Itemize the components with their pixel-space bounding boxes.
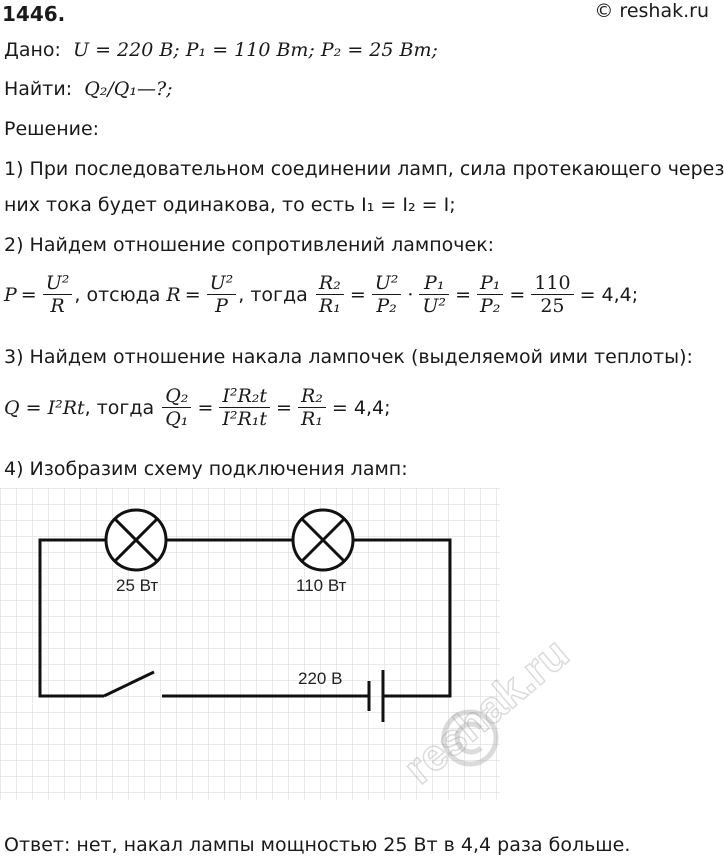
fraction-u2-r: $\frac{\text{U²}}{R}$ <box>43 272 73 317</box>
solution-label: Решение: <box>4 118 100 140</box>
lamp-110w-icon <box>293 510 353 570</box>
formula-eq5: = <box>509 283 526 306</box>
formula-q: Q = I²Rt <box>4 396 85 419</box>
formula3-togda: , тогда <box>84 396 155 419</box>
find-line <box>4 77 173 101</box>
fraction-u2-p: $\frac{\text{U²}}{P}$ <box>207 272 237 317</box>
given-values: U = 220 В; P₁ = 110 Вт; P₂ = 25 Вт; <box>73 39 438 61</box>
fraction-r2-r1: $\frac{\text{R₂}}{\text{R₁}}$ <box>316 272 344 317</box>
formula3-eq: = <box>197 396 214 419</box>
formula-eq4: = <box>455 283 471 306</box>
formula-otsyuda: , отсюда <box>74 283 161 306</box>
formula-result: = 4,4; <box>579 283 639 306</box>
step-1a: 1) При последовательном соединении ламп, сила протекающего через <box>4 158 724 180</box>
step-2: 2) Найдем отношение сопротивлений лампочек: <box>4 234 495 256</box>
step-4: 4) Изобразим схему подключения ламп: <box>4 458 408 480</box>
answer-line: Ответ: нет, накал лампы мощностью 25 Вт в 4,4 раза больше. <box>4 834 631 856</box>
given-label: Дано: <box>4 39 61 61</box>
formula-p: P <box>4 283 17 306</box>
fraction-q2-q1: $\frac{\text{Q₂}}{\text{Q₁}}$ <box>162 385 191 430</box>
site-credit: © reshak.ru <box>594 0 709 22</box>
fraction-110-25: $\frac{110}{25}$ <box>531 272 573 317</box>
problem-number: 1446. <box>2 2 66 26</box>
lamp-25w-icon <box>106 510 166 570</box>
step-3: 3) Найдем отношение накала лампочек (выделяемой ими теплоты): <box>4 346 693 368</box>
fraction3-r2-r1: $\frac{\text{R₂}}{\text{R₁}}$ <box>298 385 326 430</box>
find-label: Найти: <box>4 78 73 100</box>
battery-label: 220 В <box>298 669 343 688</box>
fraction-p1-u2: $\frac{\text{P₁}}{\text{U²}}$ <box>419 272 449 317</box>
formula-resistance <box>4 272 638 317</box>
formula-r: R <box>166 283 181 306</box>
circuit-diagram <box>0 488 579 800</box>
fraction-i2r2t: $\frac{\text{I²R₂t}}{\text{I²R₁t}}$ <box>219 385 270 430</box>
fraction-u2-p2: $\frac{\text{U²}}{\text{P₂}}$ <box>372 272 402 317</box>
watermark-text: reshak.ru <box>394 628 579 794</box>
lamp2-label: 110 Вт <box>296 576 347 595</box>
given-line <box>4 38 438 62</box>
formula3-result: = 4,4; <box>331 396 391 419</box>
formula-heat <box>4 385 390 430</box>
formula-dot: · <box>407 283 414 306</box>
formula-eq2: = <box>184 283 201 306</box>
lamp1-label: 25 Вт <box>116 576 159 595</box>
formula3-eq2: = <box>276 396 292 419</box>
find-values: Q₂/Q₁—?; <box>84 78 173 100</box>
formula-eq3: = <box>349 283 366 306</box>
formula-eq: = <box>20 283 37 306</box>
step-1b: них тока будет одинакова, то есть I₁ = I₂ = I; <box>4 194 456 216</box>
formula-togda: , тогда <box>238 283 308 306</box>
fraction-p1-p2: $\frac{\text{P₁}}{\text{P₂}}$ <box>477 272 503 317</box>
